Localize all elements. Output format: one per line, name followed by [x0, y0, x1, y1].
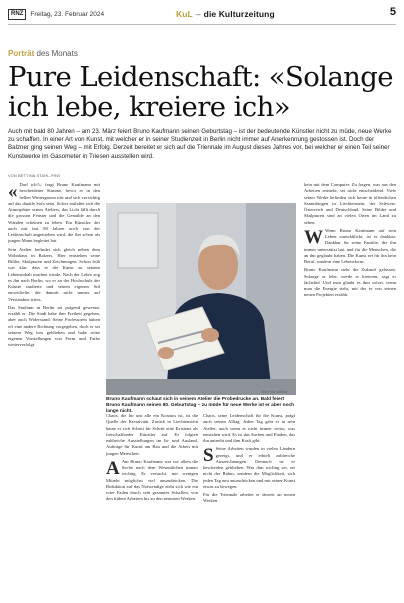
header-rule [8, 24, 396, 25]
section-name: die Kulturzeitung [203, 9, 275, 19]
article-column-3 [203, 413, 295, 590]
article-photo [106, 203, 296, 395]
newspaper-logo: RNZ [8, 9, 26, 20]
byline: VON BETTINA STAHL-FREI [8, 174, 61, 178]
section-separator: – [195, 9, 201, 19]
drop-cap: S [203, 445, 214, 467]
paragraph: A Am Bruno Kaufmann war vor allem die Suche nach dem Wesentlichen immer wichtig. Er versucht, mit wenigen Mitteln möglichst viel auszudrücken. Die Reduktion auf das Notwendige zieht sich wie ein roter Faden durch sein gesamtes Schaffen, von den frühen Arbeiten bis zu den neuesten Werken. [106, 457, 198, 502]
paragraph: W Wenn Bruno Kaufmann auf sein Leben zurückblickt, ist er dankbar. Dankbar für seine Familie, die ihn immer unterstützt hat, und für die Menschen, die an ihn geglaubt haben. Die Kunst sei für ihn kein Beruf, sondern eine Lebensform. [304, 226, 396, 264]
article-headline: Pure Leidenschaft: «Solange ich lebe, kreiere ich» [8, 61, 393, 123]
kicker-part2: des Monats [36, 49, 78, 58]
paragraph: Für die Triennale arbeitet er derzeit an neuen Werken. [203, 492, 295, 504]
photo-credit: Bild: Nils Vollmar [262, 390, 288, 394]
article-column-2 [106, 413, 198, 590]
paragraph: Chaos, seine Leidenschaft für die Kunst, prägt auch seinen Alltag. Jeden Tag geht er in sein Atelier, auch wenn er nicht immer weiss, was entstehen wird. Es ist das Suchen und Finden, das ihn antreibt und ihm Kraft gibt. [203, 413, 295, 443]
paragraph: Das Studium in Berlin sei prägend gewesen, erzählt er. Die Stadt habe ihm Freiheit gegeben, aber auch Widerstand. Seine Professoren hätten oft eine andere Richtung vorgegeben, doch er sei seinem Weg treu geblieben und habe seine eigenen Vorstellungen von Form und Farbe weiterverfolgt. [8, 304, 100, 348]
page-header [8, 6, 396, 22]
drop-cap: « [8, 182, 18, 202]
article-column-1 [8, 182, 100, 590]
artist-portrait-image [106, 203, 296, 395]
drop-cap: W [304, 226, 323, 248]
drop-cap: A [106, 457, 120, 479]
issue-date: Freitag, 23. Februar 2024 [30, 10, 105, 18]
paragraph: Chaos, die für uns alle ein Kosmos ist, ist die Quelle der Kreativität. Zurück in Liechtenstein baute er sich Schritt für Schritt eine Existenz als freischaffender Künstler auf. Es folgten zahlreiche Ausstellungen im In- und Ausland, Aufträge für Kunst am Bau und die Arbeit mit jungen Menschen. [106, 413, 198, 456]
paragraph: Bruno Kaufmann sieht die Zukunft gelassen. Solange er lebe, werde er kreieren, sagt er lächelnd. Und man glaubt es ihm sofort, wenn man die Energie sieht, mit der er von seinen neuen Projekten erzählt. [304, 267, 396, 298]
article-deck: Auch mit bald 80 Jahren – am 23. März feiert Bruno Kaufmann seinen Geburtstag – ist der bedeutende Künstler nicht zu müde, neue Werke zu schaffen. In einer Art von Kunst, mit welcher er in seiner Studienzeit in Berlin nicht immer auf Anerkennung gestossen ist. Doch der Balzner ging seinen Weg – mit Erfolg. Derzeit bereitet er sich auf die Triennale im August dieses Jahres vor, bei welcher er einen Teil seiner Kunstwerke im Gasometer in Triesen ausstellen wird. [8, 128, 392, 160]
paragraph: Sein Atelier befindet sich gleich neben dem Wohnhaus in Balzers. Hier entstehen seine Bilder, Skulpturen und Zeichnungen. Schon früh war klar, dass er die Kunst zu seinem Lebensinhalt machen würde. Nach der Lehre zog es ihn nach Berlin, wo er an der Hochschule der Künste studierte und seinen eigenen Stil entwickelte, der damals nicht immer auf Verständnis stiess. [8, 246, 100, 302]
kicker [8, 49, 78, 58]
paragraph: S Seine Arbeiten wurden in vielen Ländern gezeigt, und er erhielt zahlreiche Auszeichnungen. Dennoch ist er bescheiden geblieben. Was ihm wichtig sei, sei nicht der Ruhm, sondern die Möglichkeit, sich jeden Tag neu auszudrücken und mit seiner Kunst etwas zu bewegen. [203, 445, 295, 489]
section-title [176, 6, 275, 22]
article-column-4 [304, 182, 396, 590]
photo-caption: Bruno Kaufmann schaut sich in seinem Atelier die Probedrucke an. Bald feiert Bruno Kaufmann seinen 80. Geburtstag – zu müde für neue Werke ist er aber noch lange nicht. [106, 397, 295, 414]
section-kul: KuL [176, 9, 193, 19]
page-number: 5 [389, 6, 396, 18]
paragraph: kein mit dem Computer. Zu fragen, was aus den Arbeiten entsteht, sei nicht entscheidend. Viele seiner Werke befinden sich heute in öffentlichen Sammlungen in Liechtenstein, der Schweiz, Österreich und Deutschland. Seine Bilder und Skulpturen sind an vielen Orten im Land zu sehen. [304, 182, 396, 225]
paragraph: « Darf ich?», fragt Bruno Kaufmann mit bescheidener Stimme, bevor er in den hellen Wintergarten tritt und sich vorsichtig auf das dunkle Sofa setzt. Sofort entfaltet sich die Atmosphäre seines Ateliers, das Licht fällt durch die grossen Fenster und die Gemälde an den Wänden scheinen zu leben. Ein Künstler, der auch mit fast 80 Jahren noch von der Leidenschaft angetrieben wird, die ihn schon als jungen Mann begleitet hat. [8, 182, 100, 244]
kicker-part1: Porträt [8, 49, 35, 58]
